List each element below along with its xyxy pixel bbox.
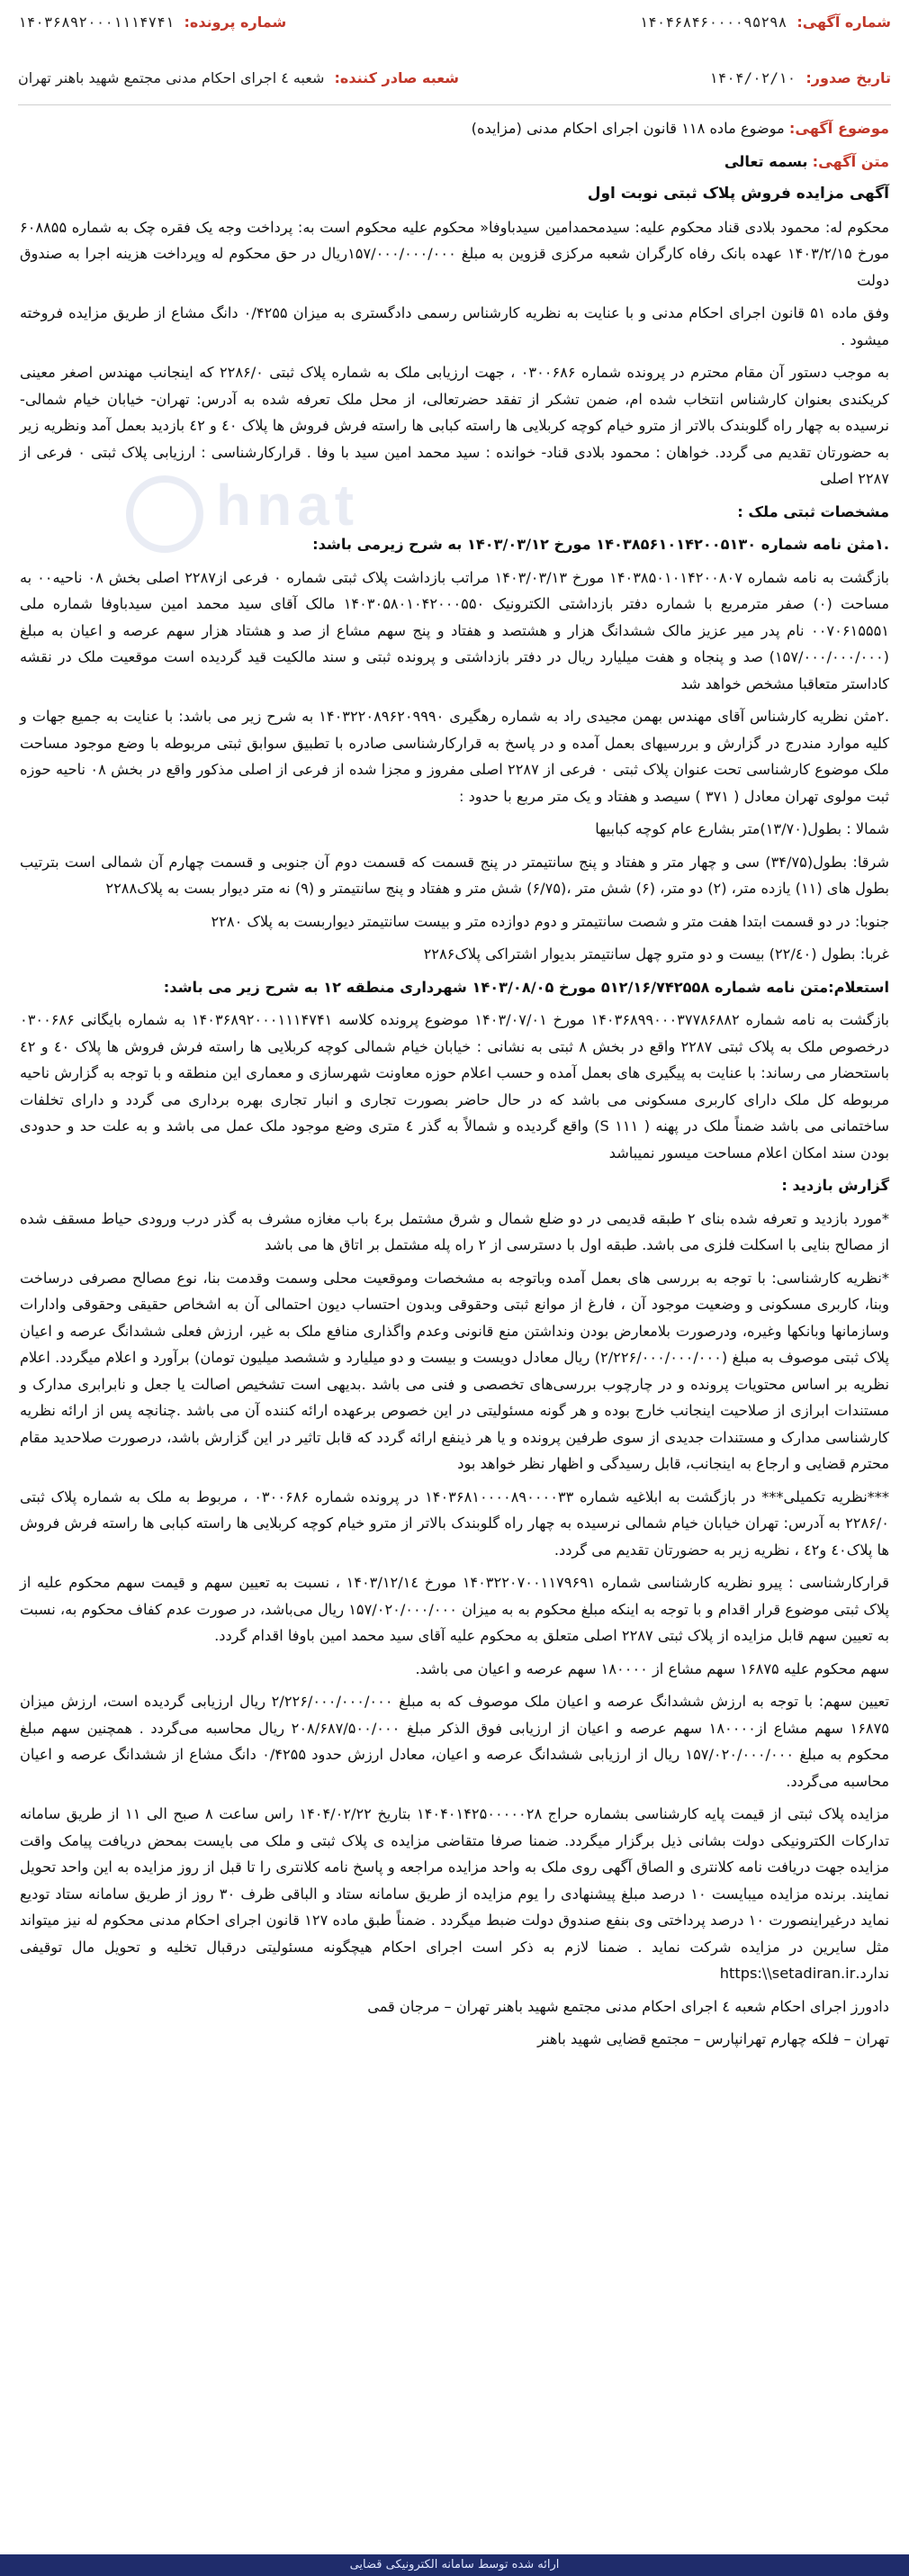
paragraph: گزارش بازدید : <box>781 1177 889 1194</box>
paragraph: مزایده پلاک ثبتی از قیمت پایه کارشناسی بشماره حراج ۱۴۰۴۰۱۴۲۵۰۰۰۰۰۲۸ بتاریخ ۱۴۰۴/۰۲/۲۲ راس ساعت ۸ صبح الی ۱۱ از طریق سامانه تدارکات الکترونیکی دولت بشانی ذیل برگزار میگردد. ضمنا صرفا متقاضی مزایده ی پلاک ثبتی و ملک می بایست بمحض دریافت پیامک واقت مزایده جهت دریافت نامه کلانتری و الصاق آگهی روی ملک به واحد مزایده مراجعه و پاسخ نامه کلانتری را تا قبل از روز مزایده به این واحد تحویل نمایند. برنده مزایده میبایست ۱۰ درصد مبلغ پیشنهادی را یوم مزایده از طریق سامانه ستاد و الباقی ظرف ۳۰ روز از طریق سامانه ستاد تودیع نماید درغیراینصورت ۱۰ درصد پرداختی وی بنفع صندوق دولت ضبط میگردد . ضمناً طبق ماده ۱۲۷ قانون اجرای احکام مدنی محکوم له نیز میتواند مثل سایرین در مزایده شرکت نماید . ضمنا لازم به ذکر است اجرای احکام هیچگونه مسئولیتی درقبال تخلیه و تحویل مال توقیفی ندارد.https:\\setadiran.ir <box>20 1805 890 1982</box>
case-number-label: شماره پرونده: <box>184 14 287 31</box>
paragraph: بازگشت به نامه شماره ۱۴۰۳۶۸۹۹۰۰۰۳۷۷۸۶۸۸۲ مورخ ۱۴۰۳/۰۷/۰۱ موضوع پرونده کلاسه ۱۴۰۳۶۸۹۲۰۰۰۱۱۱۴۷۴۱ به شماره بایگانی ۰۳۰۰۶۸۶ درخصوص ملک به پلاک ثبتی ۲۲۸۷ واقع در بخش ۸ ثبتی به نشانی : خیابان خیام شمالی کوچه کربلایی ها راسته فرش فروش ها پلاک ٤۰ و ٤۲ باستحضار می رساند: با عنایت به پیگیری های بعمل آمده و حسب اعلام حوزه معاونت شهرسازی و معماری این منطقه و با توجه به گزارش ناحیه مربوطه کل ملک دارای کاربری مسکونی می باشد که در حال حاضر بصورت تجاری و انبار تجاری بهره برداری می گردد و دارای تخلفات ساختمانی می باشد ضمناً ملک در پهنه ( ۱۱۱ S) واقع گردیده و شمالاً به گذر ٤ متری وضع موجود ملک عمل می باشد و به علت حد و حدودی بودن سند امکان اعلام مساحت میسور نمیباشد <box>20 1011 889 1161</box>
body-label: متن آگهی: <box>812 152 889 170</box>
case-number-value: ۱۴۰۳۶۸۹۲۰۰۰۱۱۱۴۷۴۱ <box>18 14 175 31</box>
paragraph: .۱مثن نامه شماره ۱۴۰۳۸۵۶۱۰۱۴۲۰۰۵۱۳۰ مورخ ۱۴۰۳/۰۳/۱۲ به شرح زیرمی باشد: <box>312 536 889 553</box>
paragraph: استعلام:متن نامه شماره ۵۱۲/۱۶/۷۴۲۵۵۸ مورخ ۱۴۰۳/۰۸/۰۵ شهرداری منطقه ۱۲ به شرح زیر می باشد: <box>163 978 889 996</box>
issue-date-value: ۱۴۰۴/۰۲/۱۰ <box>708 69 796 86</box>
ad-header <box>0 0 909 106</box>
header-row-2 <box>18 65 891 92</box>
ad-number-label: شماره آگهی: <box>796 14 891 31</box>
subject-line <box>20 115 889 142</box>
paragraph: *مورد بازدید و تعرفه شده بنای ۲ طبقه قدیمی در دو ضلع شمال و شرق مشتمل بر٤ باب مغازه مشرف به گذر درب ورودی حیاط مسقف شده از مصالح بنایی با اسکلت فلزی می باشد. طبقه اول با دسترسی از ۲ راه پله مشتمل بر اتاق ها می باشد <box>20 1209 889 1253</box>
paragraph: *نظریه کارشناسی: با توجه به بررسی های بعمل آمده وباتوجه به مشخصات وموقعیت محلی وسمت وقدمت بنا، نوع مصالح مصرفی درساخت وبنا، کاربری مسکونی و وضعیت موجود آن ، فارغ از موانع ثبتی وحقوقی وبدون احتساب دیون احتمالی آن به اشخاص حقیقی وحقوقی وادارات وسازمانها وبانکها وغیره، ودرصورت بلامعارض بودن ونداشتن منع قانونی وعدم واگذاری منافع ملک به غیر، ارزش فعلی ششدانگ عرصه و اعیان پلاک ثبتی موصوف به مبلغ (۲/۲۲۶/۰۰۰/۰۰۰/۰۰۰) ریال معادل دویست و بیست و دو میلیارد و ششصد میلیون تومان) برآورد و اعلام میگردد. اعلام نظریه بر اساس محتویات پرونده و در چارچوب بررسی‌های تخصصی و فنی می باشد .بدیهی است تشخیص اصالت یا جعل و نابرابری مدارک و مستندات ابرازی از صلاحیت اینجانب خارج بوده و هر گونه مسئولیتی در این خصوص برعهده ارائه کننده آن می باشد .چنانچه پس از ارائه نظریه کارشناسی مدارک و مستندات جدیدی از سوی طرفین پرونده و یا هر ذینفع ارائه گردد که قابل تاثیر در این گزارش باشد، درصورت صلاحدید مقام محترم قضایی و ارجاع به اینجانب، قابل رسیدگی و اظهار نظر خواهد بود <box>20 1269 889 1472</box>
paragraph: غربا: بطول (۲۲/٤۰) بیست و دو مترو چهل سانتیمتر بدیوار اشتراکی پلاک۲۲۸۶ <box>423 945 889 963</box>
paragraph: تعیین سهم: با توجه به ارزش ششدانگ عرصه و اعیان ملک موصوف که به مبلغ ۲/۲۲۶/۰۰۰/۰۰۰/۰۰۰ ریال ارزیابی گردیده است، ارزش میزان ۱۶۸۷۵ سهم مشاع از۱۸۰۰۰۰ سهم عرصه و اعیان از ارزیابی فوق الذکر مبلغ ۲۰۸/۶۸۷/۵۰۰/۰۰۰ ریال محاسبه می‌گردد . همچنین سهم مبلغ محکوم به مبلغ ۱۵۷/۰۲۰/۰۰۰/۰۰۰ ریال از ارزیابی ششدانگ عرصه و اعیان، معادل ارزش حدود ۰/۴۲۵۵ دانگ مشاع از ششدانگ عرصه و اعیان محاسبه می‌گردد. <box>20 1693 889 1790</box>
issuer <box>18 65 459 92</box>
body-heading <box>20 149 889 176</box>
paragraph: ***نظریه تکمیلی*** در بازگشت به ابلاغیه شماره ۱۴۰۳۶۸۱۰۰۰۰۸۹۰۰۰۰۳۳ در پرونده شماره ۰۳۰۰۶۸۶ ، مربوط به ملک به شماره پلاک ثبتی ۲۲۸۶/۰ به آدرس: تهران خیابان خیام شمالی نرسیده به چهار راه گلوبندک بالاتر از مترو خیام کوچه کربلایی ها راسته کبابی ها راسته فرش فروش ها پلاک٤۰ و٤۲ ، نظریه زیر به حضورتان تقدیم می گردد. <box>20 1487 889 1559</box>
paragraph: بازگشت به نامه شماره ۱۴۰۳۸۵۰۱۰۱۴۲۰۰۸۰۷ مورخ ۱۴۰۳/۰۳/۱۳ مراتب بازداشت پلاک ثبتی شماره ۰ فرعی از۲۲۸۷ اصلی بخش ۰۸ ناحیه۰۰ به مساحت (۰) صفر مترمربع با شماره دفتر بازداشتی الکترونیک ۱۴۰۳۰۵۸۰۱۰۴۲۰۰۰۵۵۰ مالک آقای سید محمد امین سیدباوفا شماره ملی ۰۰۷۰۶۱۵۵۵۱ نام پدر میر عزیز مالک ششدانگ هزار و هشتصد و هفتاد و پنج سهم مشاع از صد و هشتاد هزار سهم عرصه و اعیان به مبلغ (۱۵۷/۰۰۰/۰۰۰/۰۰۰) صد و پنجاه و هفت میلیارد ریال در دفتر بازداشتی و پرونده ثبتی و سند مالکیت قید گردیده است موقعیت ملک در نقشه کاداستر متعاقبا مشخص خواهد شد <box>20 568 889 692</box>
notice-body <box>20 115 889 2059</box>
paragraph: شمالا : بطول(۱۳/۷۰)متر بشارع عام کوچه کبابیها <box>595 820 889 837</box>
paragraph: سهم محکوم علیه ۱۶۸۷۵ سهم مشاع از ۱۸۰۰۰۰ سهم عرصه و اعیان می باشد. <box>415 1659 889 1677</box>
watermark-text: hnat <box>216 473 360 538</box>
header-row-1 <box>18 9 891 36</box>
paragraph: وفق ماده ۵۱ قانون اجرای احکام مدنی و با عنایت به نظریه کارشناس رسمی دادگستری به میزان ۰/۴۲۵۵ دانگ مشاع از طریق مزایده فروخته میشود . <box>20 304 889 348</box>
subject-label: موضوع آگهی: <box>788 120 889 137</box>
notice-title: آگهی مزایده فروش پلاک ثبتی نوبت اول <box>587 185 889 203</box>
signature-line: دادورز اجرای احکام شعبه ٤ اجرای احکام مدنی مجتمع شهید باهنر تهران – مرجان قمی <box>367 1997 889 2015</box>
issuer-label: شعبه صادر کننده: <box>334 69 460 86</box>
footer-bar: ارائه شده توسط سامانه الکترونیکی قضایی <box>0 2554 909 2576</box>
paragraph: محکوم له: محمود بلادی قناد محکوم علیه: سیدمحمدامین سیدباوفا« محکوم علیه محکوم است به: پرداخت وجه یک فقره چک به شماره ۶۰۸۸۵۵ مورخ ۱۴۰۳/۲/۱۵ عهده بانک رفاه کارگران شعبه مرکزی قزوین به مبلغ ۱۵۷/۰۰۰/۰۰۰/۰۰۰ریال در حق محکوم له وپرداخت هزینه اجرا به صندوق دولت <box>20 218 890 289</box>
subject-text: موضوع ماده ۱۱۸ قانون اجرای احکام مدنی (مزایده) <box>471 120 785 137</box>
header-divider <box>18 104 891 105</box>
issuer-value: شعبه ٤ اجرای احکام مدنی مجتمع شهید باهنر تهران <box>18 69 325 86</box>
address-line: تهران – فلکه چهارم تهرانپارس – مجتمع قضایی شهید باهنر <box>537 2030 889 2047</box>
paragraph: جنوبا: در دو قسمت ابتدا هفت متر و شصت سانتیمتر و دوم دوازده متر و بیست سانتیمتر دیواربست به پلاک ۲۲۸۰ <box>211 912 889 930</box>
paragraph: قرارکارشناسی : پیرو نظریه کارشناسی شماره ۱۴۰۳۲۲۰۷۰۰۱۱۷۹۶۹۱ مورخ ۱۴۰۳/۱۲/۱٤ ، نسبت به تعیین سهم و قیمت سهم محکوم علیه از پلاک ثبتی موضوع قرار اقدام و با توجه به اینکه مبلغ محکوم به به میزان ۱۵۷/۰۲۰/۰۰۰/۰۰۰ ریال می‌باشد، در صورت عدم کفاف محکوم به، نسبت به تعیین سهم قابل مزایده از پلاک ثبتی ۲۲۸۷ اصلی متعلق به محکوم علیه آقای سید محمد امین باوفا اقدام گردد. <box>20 1574 890 1644</box>
case-number <box>18 9 286 36</box>
paragraph: .۲مثن نظریه کارشناس آقای مهندس بهمن مجیدی راد به شماره رهگیری ۱۴۰۳۲۲۰۸۹۶۲۰۹۹۹۰ به شرح زیر می باشد: با عنایت به جمیع جهات و کلیه موارد مندرج در گزارش و بررسیهای بعمل آمده و در پاسخ به قرارکارشناسی صادره با تطبیق سوابق ثبتی مربوطه با وضع موجود مساحت ملک موضوع کارشناسی تحت عنوان پلاک ثبتی ۰ فرعی از ۲۲۸۷ اصلی مفروز و مجزا شده از فرعی از اصلی مذکور واقع در بخش ۰۸ ناحیه حوزه ثبت مولوی تهران معادل ( ۳۷۱ ) سیصد و هفتاد و یک متر مربع با حدود : <box>20 708 890 805</box>
paragraph: مشخصات ثبتی ملک : <box>737 502 889 520</box>
ad-number-value: ۱۴۰۴۶۸۴۶۰۰۰۰۹۵۲۹۸ <box>639 14 788 31</box>
bismillah: بسمه تعالی <box>724 152 808 170</box>
issue-date <box>709 65 891 92</box>
issue-date-label: تاریخ صدور: <box>806 69 891 86</box>
paragraph: شرقا: بطول(۳۴/۷۵) سی و چهار متر و هفتاد و پنج سانتیمتر در پنج قسمت که قسمت دوم آن جنوبی و قسمت چهارم آن شمالی است بترتیب بطول های (۱۱) یازده متر، (۲) دو متر، (۶) شش متر ،(۶/۷۵) شش متر و هفتاد و پنج سانتیمتر و (۹) نه متر دیوار بست به پلاک۲۲۸۸ <box>20 853 889 897</box>
paragraph: به موجب دستور آن مقام محترم در پرونده شماره ۰۳۰۰۶۸۶ ، جهت ارزیابی ملک به شماره پلاک ثبتی ۲۲۸۶/۰ که اینجانب مهندس اصغر معینی کریکندی بعنوان کارشناس انتخاب شده ام، ضمن تشکر از تفقد حضرتعالی، از محل ملک تعرفه شده به آدرس: تهران- خیابان خیام شمالی- نرسیده به چهار راه گلوبندک بالاتر از مترو خیام کوچه کربلایی ها راسته کبابی ها راسته فرش فروش ها پلاک ٤۰ و ٤۲ بازدید بعمل آمد ونظریه زیر به حضورتان تقدیم می گردد. خواهان : محمود بلادی قناد- خوانده : سید محمد امین سید با وفا . قرارکارشناسی : ارزیابی پلاک ثبتی ۰ فرعی از ۲۲۸۷ اصلی <box>20 364 889 487</box>
ad-number <box>640 9 892 36</box>
